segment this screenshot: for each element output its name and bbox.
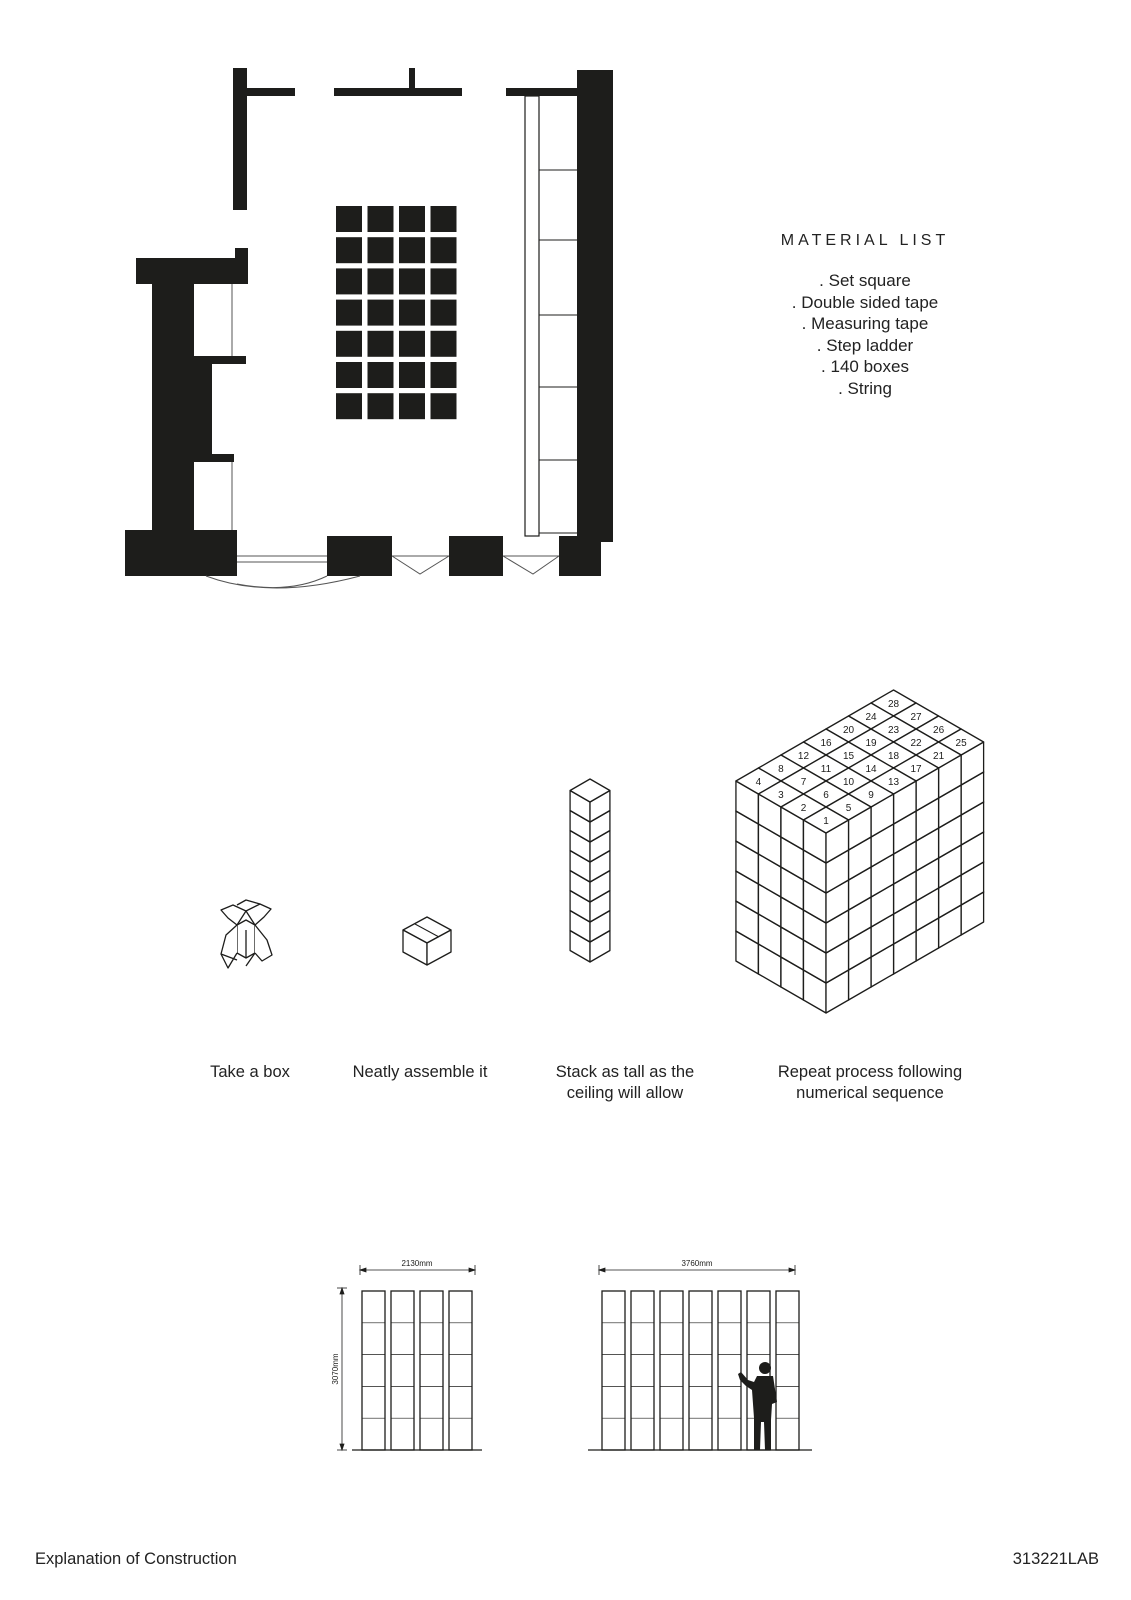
step-caption-assemble: Neatly assemble it [352, 1063, 488, 1081]
sequence-number-label: 13 [887, 777, 900, 788]
material-item: . Measuring tape [801, 314, 929, 333]
sequence-number-label: 3 [778, 790, 784, 801]
box-column [362, 1291, 385, 1450]
footer-code: 313221LAB [1012, 1550, 1099, 1568]
sequence-number-label: 11 [820, 764, 832, 775]
sequence-number-label: 5 [845, 803, 852, 814]
box-column [689, 1291, 712, 1450]
material-item: . 140 boxes [821, 357, 909, 376]
box-column [776, 1291, 799, 1450]
box-column [660, 1291, 683, 1450]
box-column [602, 1291, 625, 1450]
sequence-number-label: 9 [868, 790, 874, 801]
sequence-number-label: 4 [755, 777, 762, 788]
left-height-label: 3070mm [331, 1353, 340, 1385]
material-item: . String [838, 378, 892, 398]
sequence-number-label: 21 [933, 751, 945, 762]
sequence-number-label: 15 [842, 751, 855, 762]
sequence-number-label: 18 [887, 751, 900, 762]
box-column [391, 1291, 414, 1450]
sequence-number-label: 12 [797, 751, 810, 762]
left-elevation-columns [362, 1291, 472, 1450]
sequence-number-label: 1 [823, 816, 829, 827]
sequence-number-label: 23 [887, 725, 900, 736]
sequence-number-label: 8 [778, 764, 784, 775]
left-width-label: 2130mm [401, 1259, 433, 1268]
step-caption-repeat: Repeat process following numerical sequence [777, 1063, 963, 1102]
sequence-number-label: 25 [955, 738, 967, 749]
sequence-number-label: 6 [823, 790, 829, 801]
material-item: . Set square [819, 271, 911, 290]
sequence-number-label: 27 [910, 712, 922, 723]
sequence-number-label: 7 [800, 777, 807, 788]
step-caption-take-box: Take a box [210, 1063, 290, 1081]
material-item: . Step ladder [816, 335, 914, 355]
material-list-title: MATERIAL LIST [780, 232, 950, 249]
right-width-label: 3760mm [681, 1259, 713, 1268]
person-silhouette-icon [738, 1362, 777, 1450]
box-column [718, 1291, 741, 1450]
sequence-number-label: 14 [865, 764, 877, 775]
step-caption-stack: Stack as tall as the ceiling will allow [555, 1063, 695, 1102]
material-item: . Double sided tape [791, 292, 939, 312]
sequence-number-label: 22 [910, 738, 922, 749]
sequence-number-label: 26 [933, 725, 945, 736]
sequence-number-label: 28 [887, 699, 900, 710]
sequence-number-label: 20 [842, 725, 855, 736]
footer-title: Explanation of Construction [35, 1550, 237, 1568]
box-column [631, 1291, 654, 1450]
sequence-number-label: 19 [865, 738, 877, 749]
sequence-number-label: 24 [865, 712, 877, 723]
box-column [420, 1291, 443, 1450]
sequence-number-label: 16 [820, 738, 832, 749]
sequence-number-label: 2 [800, 803, 807, 814]
sequence-number-label: 10 [842, 777, 855, 788]
sequence-number-label: 17 [910, 764, 922, 775]
box-column [449, 1291, 472, 1450]
left-elevation-dimensions [337, 1265, 475, 1450]
